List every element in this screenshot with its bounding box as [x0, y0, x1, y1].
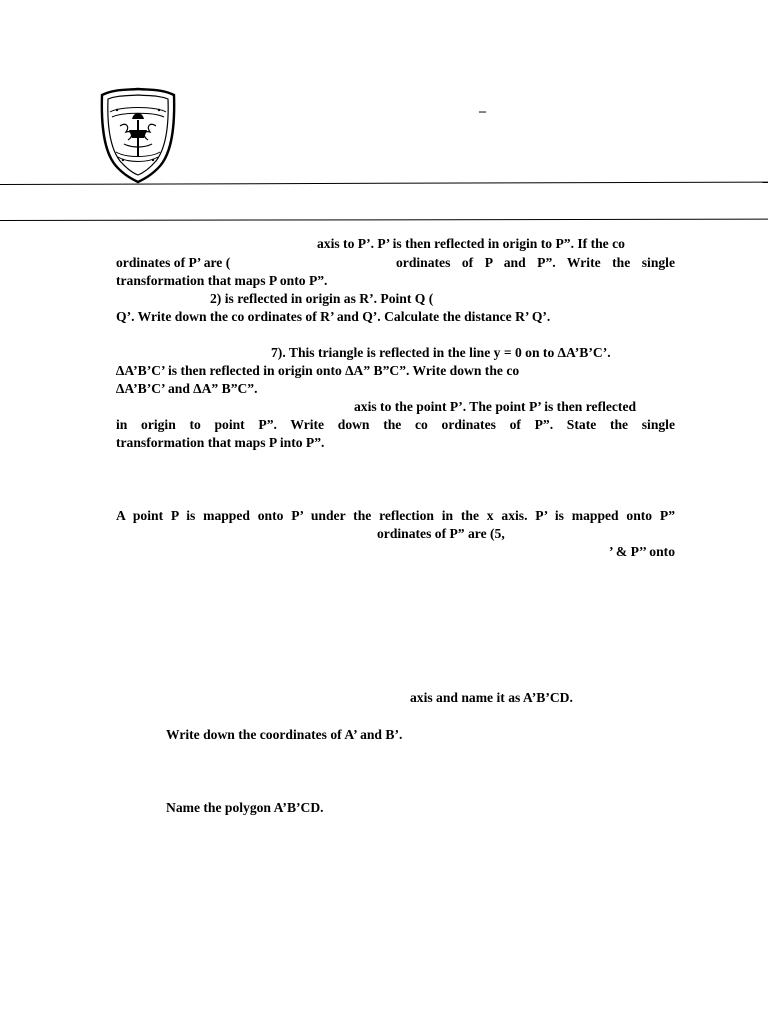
q2-line-1: 2) is reflected in origin as R’. Point Q (	[210, 291, 434, 306]
school-crest-logo	[96, 86, 180, 184]
q4-line-1: axis to the point P’. The point P’ is then reflected	[354, 399, 637, 414]
q6-line-1: axis and name it as A’B’CD.	[410, 690, 573, 705]
q1-line-1: axis to P’. P’ is then reflected in origin to P”. If the co	[317, 236, 625, 251]
q4-line-2: in origin to point P”. Write down the co ordinates of P”. State the single	[116, 417, 675, 432]
q1-line-3: transformation that maps P onto P”.	[116, 273, 328, 288]
header-dash: –	[479, 104, 486, 119]
q6-part-b: Name the polygon A’B’CD.	[166, 800, 324, 815]
q1-line-2b: ordinates of P and P”. Write the single	[396, 255, 675, 270]
q3-line-2: ∆A’B’C’ is then reflected in origin onto ∆A” B”C”. Write down the co	[116, 363, 520, 378]
q4-line-3: transformation that maps P into P”.	[116, 435, 325, 450]
q3-line-1: 7). This triangle is reflected in the line y = 0 on to ∆A’B’C’.	[271, 345, 611, 360]
q1-line-2a: ordinates of P’ are (	[116, 255, 231, 270]
q2-line-2: Q’. Write down the co ordinates of R’ and Q’. Calculate the distance R’ Q’.	[116, 309, 551, 324]
q3-line-3: ∆A’B’C’ and ∆A” B”C”.	[116, 381, 258, 396]
q5-line-3: ’ & P’’ onto	[608, 544, 675, 559]
q6-part-a: Write down the coordinates of A’ and B’.	[166, 727, 403, 742]
header-divider-bottom	[0, 219, 768, 221]
q5-line-1: A point P is mapped onto P’ under the reflection in the x axis. P’ is mapped onto P”	[116, 508, 675, 523]
q5-line-2: ordinates of P” are (5,	[377, 526, 505, 541]
